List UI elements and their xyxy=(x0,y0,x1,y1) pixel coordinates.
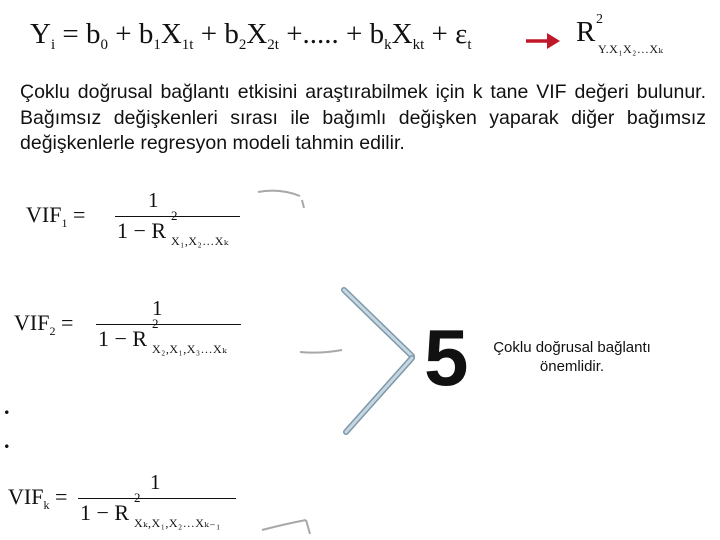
vif-denominator-text: 1 − R xyxy=(117,218,167,243)
vertical-ellipsis: . . xyxy=(4,394,10,453)
r-symbol: R xyxy=(576,16,596,48)
vif-equals: = xyxy=(67,202,86,227)
r-subscript: X₁,X₂…Xₖ xyxy=(171,234,229,248)
vif-label-sub: 1 xyxy=(61,216,68,230)
eq-x1: X xyxy=(160,18,182,50)
eq-plus: + xyxy=(107,18,139,50)
hand-stroke xyxy=(262,520,306,530)
r-subscript: Y.X₁X₂…Xₖ xyxy=(598,42,664,56)
hand-stroke xyxy=(302,200,304,208)
converging-bracket xyxy=(344,290,412,432)
eq-b2: b xyxy=(224,18,239,50)
vif-threshold-number: 5 xyxy=(424,313,469,402)
eq-epsilon-sub: t xyxy=(467,37,472,53)
eq-equals: = xyxy=(55,18,86,50)
vif-equals: = xyxy=(55,310,74,335)
eq-ellipsis: +..... + xyxy=(278,18,370,50)
eq-x2: X xyxy=(246,18,268,50)
r-square-exponent: 2 xyxy=(596,12,603,27)
hand-stroke xyxy=(258,191,300,196)
vif-numerator: 1 xyxy=(152,296,163,320)
intro-paragraph: Çoklu doğrusal bağlantı etkisini araştırabilmek için k tane VIF değeri bulunur. Bağımsız değişkenleri sırası ile bağımlı değişken yaparak diğer bağımsız değişkenlerle regresyon modeli tahmin edilir. xyxy=(20,81,706,154)
eq-bk-sub: k xyxy=(384,37,392,53)
vif-label: VIF xyxy=(8,484,44,509)
eq-xk-sub: kt xyxy=(412,37,425,53)
vif-denominator-text: 1 − R xyxy=(80,500,130,525)
eq-plus: + xyxy=(424,18,456,50)
eq-b1-sub: 1 xyxy=(153,37,161,53)
r-subscript: X₂,X₁,X₃…Xₖ xyxy=(152,342,228,356)
hand-stroke xyxy=(300,350,342,353)
vif-numerator: 1 xyxy=(150,470,161,494)
vif-denominator-text: 1 − R xyxy=(98,326,148,351)
eq-bk: b xyxy=(369,18,385,50)
eq-b1: b xyxy=(138,18,154,50)
eq-x2-sub: 2t xyxy=(267,37,279,53)
eq-y: Y xyxy=(30,18,51,50)
r-square-exponent: 2 xyxy=(134,490,141,505)
hand-stroke xyxy=(306,520,310,534)
vif-label-sub: k xyxy=(43,498,50,512)
vif-numerator: 1 xyxy=(148,188,159,212)
eq-xk: X xyxy=(391,18,413,50)
r-subscript: Xₖ,X₁,X₂…Xₖ₋₁ xyxy=(134,516,221,530)
threshold-note: Çoklu doğrusal bağlantı önemlidir. xyxy=(493,339,651,375)
eq-y-sub: i xyxy=(50,37,56,53)
vif-equals: = xyxy=(49,484,68,509)
vif-label-sub: 2 xyxy=(49,324,56,338)
eq-b0-sub: 0 xyxy=(100,37,108,53)
eq-x1-sub: 1t xyxy=(181,37,194,53)
eq-b2-sub: 2 xyxy=(238,37,247,53)
r-square-exponent: 2 xyxy=(171,208,178,223)
eq-b0: b xyxy=(85,18,101,50)
eq-plus: + xyxy=(193,18,225,50)
vif-label: VIF xyxy=(14,310,50,335)
eq-epsilon: ε xyxy=(455,18,468,50)
r-square-exponent: 2 xyxy=(152,316,159,331)
vif-label: VIF xyxy=(26,202,62,227)
